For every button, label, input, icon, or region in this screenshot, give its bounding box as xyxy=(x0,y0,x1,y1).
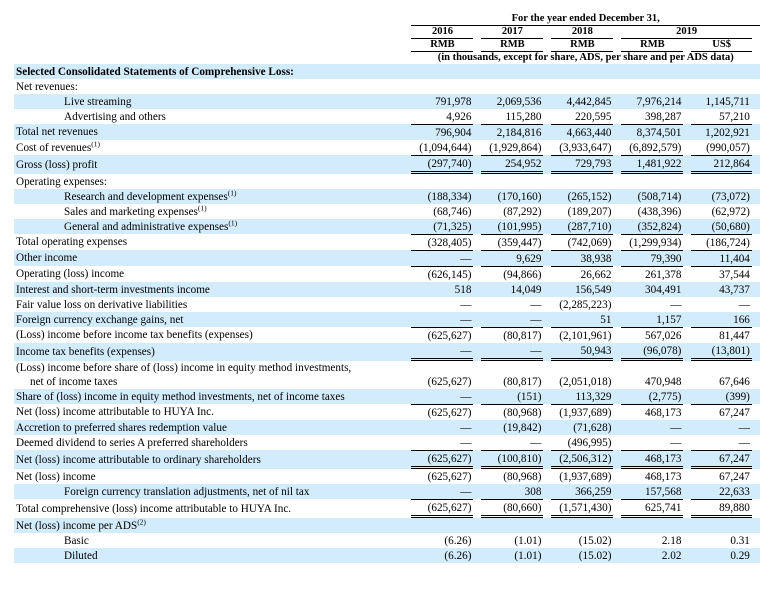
value-cell: — xyxy=(530,298,542,311)
value-cell xyxy=(621,518,683,533)
table-row xyxy=(14,404,760,420)
value-cell: 4,926 xyxy=(446,110,472,123)
row-label xyxy=(14,312,411,327)
value-cell: (742,069) xyxy=(551,234,613,250)
table-row xyxy=(14,518,760,533)
row-label xyxy=(14,327,411,343)
value-cell xyxy=(551,64,613,79)
value-cell: 26,662 xyxy=(551,266,613,282)
year-2017: 2017 xyxy=(481,26,543,39)
value-cell: (3,933,647) xyxy=(559,141,612,154)
row-label xyxy=(14,297,411,312)
value-cell: (2,506,312) xyxy=(551,450,613,469)
value-cell xyxy=(481,64,543,79)
value-cell: (101,995) xyxy=(481,219,543,234)
label-text: Net (loss) income per ADS xyxy=(16,519,138,532)
value-cell: (15.02) xyxy=(578,534,612,547)
value-cell: (188,334) xyxy=(411,189,473,204)
value-cell: 796,904 xyxy=(411,124,473,140)
value-cell: — xyxy=(670,298,682,311)
table-row xyxy=(14,469,760,484)
value-cell: (328,405) xyxy=(411,234,473,250)
table-row xyxy=(14,389,760,404)
table-row xyxy=(14,155,760,174)
value-cell: — xyxy=(411,389,473,404)
label-text: Total operating expenses xyxy=(16,236,128,248)
table-row xyxy=(14,174,760,189)
row-label xyxy=(14,282,411,297)
table-row xyxy=(14,140,760,155)
label-text: Accretion to preferred shares redemption value xyxy=(16,421,227,434)
table-row xyxy=(14,297,760,312)
table-row xyxy=(14,533,760,548)
value-cell: (87,292) xyxy=(503,205,542,218)
value-cell: 4,442,845 xyxy=(551,94,613,109)
row-label xyxy=(14,484,411,499)
label-text: Live streaming xyxy=(64,95,132,108)
value-cell: (71,628) xyxy=(551,420,613,435)
value-cell xyxy=(621,174,683,189)
label-text: Other income xyxy=(16,252,78,264)
value-cell: 115,280 xyxy=(505,110,542,123)
value-cell: 468,173 xyxy=(621,404,683,420)
label-text: Net (loss) income attributable to HUYA Inc. xyxy=(16,406,214,418)
value-cell: — xyxy=(530,436,542,449)
value-cell: (6,892,579) xyxy=(629,141,682,154)
footnote-ref: (1) xyxy=(227,187,237,197)
table-row xyxy=(14,420,760,435)
row-label xyxy=(14,548,411,563)
row-label xyxy=(14,361,411,389)
label-text: (Loss) income before income tax benefits (expenses) xyxy=(16,329,253,341)
value-cell: (1,299,934) xyxy=(621,234,683,250)
financial-table-page xyxy=(0,13,772,563)
table-row xyxy=(14,124,760,140)
value-cell: 11,404 xyxy=(691,250,752,266)
value-cell: — xyxy=(411,420,473,435)
value-cell: 518 xyxy=(411,282,473,297)
value-cell xyxy=(621,79,683,94)
value-cell: 79,390 xyxy=(621,250,683,266)
value-cell: 0.31 xyxy=(730,534,750,547)
label-text: Net revenues: xyxy=(16,80,78,93)
label-text: General and administrative expenses xyxy=(64,220,229,233)
value-cell xyxy=(551,174,613,189)
value-cell: (1,937,689) xyxy=(559,470,612,483)
value-cell: — xyxy=(481,343,543,361)
table-row xyxy=(14,548,760,563)
row-label xyxy=(14,109,411,124)
value-cell: 166 xyxy=(691,312,752,327)
row-label xyxy=(14,518,411,533)
value-cell: 156,549 xyxy=(551,282,613,297)
value-cell: 89,880 xyxy=(691,499,752,518)
row-label xyxy=(14,533,411,548)
label-text: Income tax benefits (expenses) xyxy=(16,346,155,358)
label-text: Selected Consolidated Statements of Comprehensive Loss: xyxy=(16,65,294,78)
value-cell: (2,101,961) xyxy=(551,327,613,343)
table-row xyxy=(14,204,760,219)
value-cell: 0.29 xyxy=(691,548,752,563)
value-cell: (1.01) xyxy=(514,534,542,547)
value-cell: 304,491 xyxy=(621,282,683,297)
table-row xyxy=(14,109,760,124)
value-cell: (399) xyxy=(691,389,752,404)
year-2019: 2019 xyxy=(621,26,752,39)
value-cell: 567,026 xyxy=(621,327,683,343)
value-cell xyxy=(411,174,473,189)
value-cell: (94,866) xyxy=(481,266,543,282)
value-cell xyxy=(411,518,473,533)
value-cell xyxy=(691,518,752,533)
table-row xyxy=(14,327,760,343)
table-row xyxy=(14,435,760,450)
value-cell: 366,259 xyxy=(551,484,613,499)
value-cell: 22,633 xyxy=(691,484,752,499)
value-cell xyxy=(691,174,752,189)
value-cell: 43,737 xyxy=(691,282,752,297)
value-cell: 38,938 xyxy=(551,250,613,266)
value-cell: (359,447) xyxy=(481,234,543,250)
value-cell: (189,207) xyxy=(567,205,612,218)
value-cell: (2,285,223) xyxy=(559,298,612,311)
table-row xyxy=(14,189,760,204)
value-cell: 81,447 xyxy=(691,327,752,343)
value-cell: 37,544 xyxy=(691,266,752,282)
row-label xyxy=(14,420,411,435)
row-label xyxy=(14,64,411,79)
label-text: Net (loss) income attributable to ordinary shareholders xyxy=(16,453,261,466)
value-cell: (1,571,430) xyxy=(551,499,613,518)
value-cell: (625,627) xyxy=(411,450,473,469)
value-cell: — xyxy=(411,343,473,361)
row-label xyxy=(14,469,411,484)
value-cell: 14,049 xyxy=(481,282,543,297)
year-2016: 2016 xyxy=(411,26,473,39)
footnote-ref: (1) xyxy=(197,202,207,212)
value-cell: (508,714) xyxy=(621,189,683,204)
value-cell: 398,287 xyxy=(645,110,682,123)
row-label xyxy=(14,94,411,109)
value-cell: (625,627) xyxy=(427,470,472,483)
value-cell: 220,595 xyxy=(575,110,612,123)
value-cell xyxy=(481,79,543,94)
value-cell: 57,210 xyxy=(719,110,750,123)
value-cell xyxy=(411,64,473,79)
value-cell: 254,952 xyxy=(481,155,543,174)
table-row xyxy=(14,499,760,518)
row-label xyxy=(14,499,411,518)
label-text: Fair value loss on derivative liabilities xyxy=(16,298,188,311)
value-cell: — xyxy=(738,298,750,311)
label-text: Cost of revenues xyxy=(16,141,92,154)
value-cell: (80,968) xyxy=(481,404,543,420)
value-cell: (96,078) xyxy=(621,343,683,361)
value-cell: — xyxy=(460,298,472,311)
value-cell: 729,793 xyxy=(551,155,613,174)
value-cell: (2,775) xyxy=(621,389,683,404)
value-cell: — xyxy=(411,484,473,499)
table-row xyxy=(14,312,760,327)
value-cell: 51 xyxy=(551,312,613,327)
units-note: (in thousands, except for share, ADS, per share and per ADS data) xyxy=(437,52,734,63)
value-cell: (71,325) xyxy=(411,219,473,234)
table-row xyxy=(14,250,760,266)
value-cell: (1,929,864) xyxy=(489,141,542,154)
value-cell: 2.18 xyxy=(661,534,682,547)
value-cell xyxy=(481,174,543,189)
table-row xyxy=(14,234,760,250)
value-cell: (6.26) xyxy=(444,534,472,547)
period-header: For the year ended December 31, xyxy=(411,13,760,26)
label-text: Sales and marketing expenses xyxy=(64,205,198,218)
footnote-ref: (2) xyxy=(137,516,146,526)
value-cell: (100,810) xyxy=(481,450,543,469)
value-cell: (62,972) xyxy=(711,205,750,218)
value-cell: 157,568 xyxy=(621,484,683,499)
table-row xyxy=(14,79,760,94)
value-cell: (2,051,018) xyxy=(559,376,612,388)
value-cell: (6.26) xyxy=(411,548,473,563)
row-label xyxy=(14,189,411,204)
row-label xyxy=(14,234,411,250)
label-text-cont: net of income taxes xyxy=(30,376,118,388)
year-2018: 2018 xyxy=(551,26,613,39)
value-cell: 2.02 xyxy=(621,548,683,563)
value-cell: (265,152) xyxy=(551,189,613,204)
value-cell xyxy=(691,64,752,79)
currency: RMB xyxy=(411,39,473,52)
value-cell: — xyxy=(621,420,683,435)
value-cell xyxy=(411,79,473,94)
value-cell: 67,247 xyxy=(719,470,750,483)
value-cell: 4,663,440 xyxy=(551,124,613,140)
value-cell: (15.02) xyxy=(551,548,613,563)
table-row xyxy=(14,450,760,469)
value-cell: 468,173 xyxy=(621,450,683,469)
row-label xyxy=(14,140,411,155)
label-text: Interest and short-term investments income xyxy=(16,283,210,296)
label-text: (Loss) income before share of (loss) income in equity method investments, xyxy=(16,362,352,374)
label-text: Basic xyxy=(64,534,89,547)
value-cell: 67,247 xyxy=(691,450,752,469)
label-text: Diluted xyxy=(64,549,98,562)
row-label xyxy=(14,219,411,234)
table-row xyxy=(14,94,760,109)
value-cell: — xyxy=(481,312,543,327)
row-label xyxy=(14,174,411,189)
value-cell: (625,627) xyxy=(411,499,473,518)
label-text: Share of (loss) income in equity method investments, net of income taxes xyxy=(16,390,345,403)
value-cell: (80,660) xyxy=(481,499,543,518)
label-text: Foreign currency translation adjustments, net of nil tax xyxy=(64,485,310,498)
value-cell: 308 xyxy=(481,484,543,499)
row-label xyxy=(14,204,411,219)
value-cell: — xyxy=(411,250,473,266)
value-cell: 67,247 xyxy=(691,404,752,420)
row-label xyxy=(14,79,411,94)
value-cell: 2,184,816 xyxy=(481,124,543,140)
row-label xyxy=(14,343,411,361)
row-label xyxy=(14,250,411,266)
label-text: Operating expenses: xyxy=(16,175,108,188)
value-cell: (13,801) xyxy=(691,343,752,361)
value-cell: (626,145) xyxy=(411,266,473,282)
value-cell: (80,817) xyxy=(503,376,542,388)
value-cell xyxy=(691,79,752,94)
table-row xyxy=(14,282,760,297)
value-cell: — xyxy=(691,420,752,435)
value-cell: 9,629 xyxy=(481,250,543,266)
value-cell: (990,057) xyxy=(706,141,750,154)
table-row xyxy=(14,266,760,282)
value-cell: 212,864 xyxy=(691,155,752,174)
value-cell: — xyxy=(670,436,682,449)
value-cell: (151) xyxy=(481,389,543,404)
label-text: Total comprehensive (loss) income attributable to HUYA Inc. xyxy=(16,502,292,515)
label-text: Total net revenues xyxy=(16,126,98,138)
value-cell: (297,740) xyxy=(411,155,473,174)
value-cell: 1,157 xyxy=(621,312,683,327)
value-cell: 1,145,711 xyxy=(691,94,752,109)
value-cell: (186,724) xyxy=(691,234,752,250)
label-text: Gross (loss) profit xyxy=(16,158,98,171)
value-cell: (50,680) xyxy=(691,219,752,234)
currency: US$ xyxy=(691,39,752,52)
value-cell: (170,160) xyxy=(481,189,543,204)
value-cell: 470,948 xyxy=(645,376,682,388)
value-cell: (496,995) xyxy=(567,436,612,449)
value-cell: (352,824) xyxy=(621,219,683,234)
value-cell xyxy=(481,518,543,533)
row-label xyxy=(14,435,411,450)
value-cell: 1,481,922 xyxy=(621,155,683,174)
table-row xyxy=(14,219,760,234)
row-label xyxy=(14,389,411,404)
footnote-ref: (1) xyxy=(91,138,100,148)
value-cell: (73,072) xyxy=(691,189,752,204)
value-cell: 261,378 xyxy=(621,266,683,282)
value-cell: 113,329 xyxy=(551,389,613,404)
value-cell: 791,978 xyxy=(411,94,473,109)
value-cell: 8,374,501 xyxy=(621,124,683,140)
statements-table xyxy=(14,13,760,563)
row-label xyxy=(14,404,411,420)
currency: RMB xyxy=(481,39,543,52)
value-cell xyxy=(621,64,683,79)
label-text: Advertising and others xyxy=(64,110,166,123)
table-row xyxy=(14,343,760,361)
label-text: Operating (loss) income xyxy=(16,268,125,280)
row-label xyxy=(14,450,411,469)
row-label xyxy=(14,124,411,140)
value-cell: — xyxy=(411,312,473,327)
value-cell: — xyxy=(738,436,750,449)
value-cell: (68,746) xyxy=(433,205,472,218)
value-cell xyxy=(551,518,613,533)
value-cell: 50,943 xyxy=(551,343,613,361)
footnote-ref: (1) xyxy=(228,217,238,227)
label-text: Foreign currency exchange gains, net xyxy=(16,313,184,326)
value-cell: 67,646 xyxy=(719,376,750,388)
table-row xyxy=(14,484,760,499)
value-cell: 7,976,214 xyxy=(621,94,683,109)
value-cell: (1,937,689) xyxy=(551,404,613,420)
label-text: Deemed dividend to series A preferred shareholders xyxy=(16,436,248,449)
value-cell: (19,842) xyxy=(481,420,543,435)
value-cell: (625,627) xyxy=(411,404,473,420)
value-cell: (1.01) xyxy=(481,548,543,563)
value-cell: 2,069,536 xyxy=(481,94,543,109)
table-row xyxy=(14,64,760,79)
label-text: Net (loss) income xyxy=(16,470,96,483)
value-cell: (80,968) xyxy=(503,470,542,483)
row-label xyxy=(14,155,411,174)
value-cell: 625,741 xyxy=(621,499,683,518)
row-label xyxy=(14,266,411,282)
currency: RMB xyxy=(551,39,613,52)
value-cell: (438,396) xyxy=(637,205,682,218)
value-cell: (625,627) xyxy=(411,327,473,343)
value-cell xyxy=(551,79,613,94)
value-cell: (625,627) xyxy=(427,376,472,388)
label-text: Research and development expenses xyxy=(64,190,228,203)
table-row xyxy=(14,361,760,389)
currency: RMB xyxy=(621,39,683,52)
value-cell: (80,817) xyxy=(481,327,543,343)
value-cell: 1,202,921 xyxy=(691,124,752,140)
value-cell: (287,710) xyxy=(551,219,613,234)
value-cell: 468,173 xyxy=(645,470,682,483)
value-cell: — xyxy=(460,436,472,449)
value-cell: (1,094,644) xyxy=(419,141,472,154)
